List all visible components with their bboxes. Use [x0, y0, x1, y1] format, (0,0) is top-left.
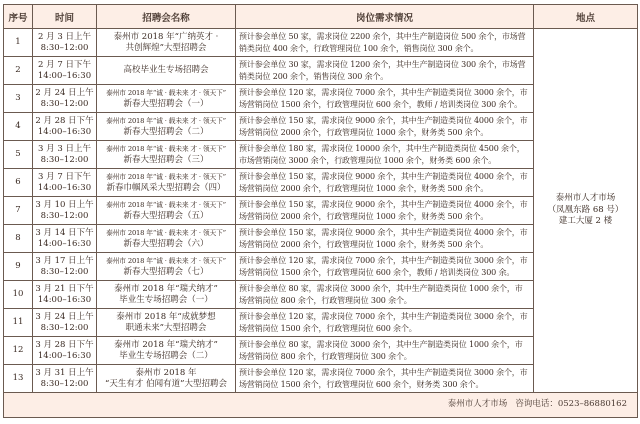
row-number: 7: [4, 197, 33, 225]
footer-row: [4, 393, 638, 418]
row-fair-name: [97, 85, 236, 113]
header-demand: 岗位需求情况: [236, 5, 534, 29]
row-demand: [236, 57, 534, 85]
header-location: 地点: [534, 5, 638, 29]
row-number: 5: [4, 141, 33, 169]
row-demand-line2: 场营销岗位 2000 余个，行政管理岗位 1000 余个，财务类 500 余个。: [239, 183, 489, 193]
row-fair-name: [97, 169, 236, 197]
row-demand-line2: 场营销岗位 800 余个，行政管理岗位 300 余个。: [239, 351, 412, 361]
row-fair-name-line1: 泰州市 2018 年“诚 · 载未来 才 · 领天下”: [106, 144, 226, 153]
row-date: 2 月 28 日下午: [35, 115, 94, 126]
row-demand-line2: 场营销岗位 800 余个，行政管理岗位 300 余个。: [239, 295, 412, 305]
row-demand-line2: 场营销岗位 2000 余个，行政管理岗位 1000 余个，财务类 500 余个。: [239, 211, 489, 221]
row-demand-line2: 场营销岗位 1500 余个，行政管理岗位 600 余个，财务类 300 余个。: [239, 379, 484, 389]
row-demand-line1: 预计参会单位 120 家，需求岗位 7000 余个，其中生产制造类岗位 3000 余个，市: [239, 311, 528, 321]
row-fair-name-line1: 泰州市 2018 年“瑞犬纳才”: [114, 283, 218, 294]
row-number: 4: [4, 113, 33, 141]
row-date: 2 月 24 日上午: [35, 87, 94, 98]
row-fair-name-line2: 新春大型招聘会（六）: [123, 238, 209, 249]
row-hours: 14:00–16:30: [37, 70, 92, 81]
schedule-body: [4, 29, 638, 393]
header-no: 序号: [4, 5, 33, 29]
row-fair-name: [97, 57, 236, 85]
row-hours: 8:30–12:00: [40, 98, 89, 109]
row-date: 3 月 10 日上午: [35, 199, 94, 210]
table-row: [4, 29, 638, 57]
row-fair-name-line1: 泰州市 2018 年“诚 · 载未来 才 · 领天下”: [106, 228, 226, 237]
row-number: 9: [4, 253, 33, 281]
row-hours: 8:30–12:00: [40, 266, 89, 277]
row-number: 12: [4, 337, 33, 365]
row-fair-name: [97, 281, 236, 309]
header-name: 招聘会名称: [97, 5, 236, 29]
row-fair-name-line1: 泰州市 2018 年“诚 · 载未来 才 · 领天下”: [106, 200, 226, 209]
row-fair-name-line2: 共创辉煌”大型招聘会: [125, 42, 207, 53]
row-fair-name: [97, 141, 236, 169]
row-time: [33, 57, 97, 85]
row-fair-name-line1: 泰州市 2018 年“瑞犬纳才”: [114, 339, 218, 350]
row-hours: 8:30–12:00: [40, 210, 89, 221]
location-line2: （凤凰东路 68 号）: [547, 204, 624, 215]
row-fair-name-line1: 泰州市 2018 年“诚 · 载未来 才 · 领天下”: [106, 88, 226, 97]
row-demand: [236, 365, 534, 393]
header-time: 时间: [33, 5, 97, 29]
row-time: [33, 85, 97, 113]
row-hours: 14:00–16:30: [37, 238, 92, 249]
row-demand: [236, 281, 534, 309]
row-demand: [236, 141, 534, 169]
row-date: 3 月 21 日下午: [35, 283, 94, 294]
row-fair-name-line2: 新春大型招聘会（二）: [123, 126, 209, 137]
row-fair-name-line2: 新春大型招聘会（七）: [123, 266, 209, 277]
row-time: [33, 197, 97, 225]
row-hours: 8:30–12:00: [40, 322, 89, 333]
footer-cell: [4, 393, 638, 418]
row-demand-line2: 销类岗位 400 余个，行政管理岗位 100 余个，销售岗位 300 余个。: [239, 43, 479, 53]
location-cell: [534, 29, 638, 393]
row-hours: 8:30–12:00: [40, 42, 89, 53]
footer-phone: 0523–86880162: [557, 399, 627, 410]
row-demand-line1: 预计参会单位 120 家，需求岗位 7000 余个，其中生产制造类岗位 3000 余个，市: [239, 367, 528, 377]
row-demand: [236, 309, 534, 337]
row-fair-name-line1: 泰州市 2018 年“广纳英才 ·: [113, 31, 219, 42]
row-demand-line1: 预计参会单位 150 家，需求岗位 9000 余个，其中生产制造类岗位 4000 余个，市: [239, 199, 528, 209]
row-time: [33, 309, 97, 337]
row-demand: [236, 169, 534, 197]
row-demand-line2: 场营销岗位 2000 余个，行政管理岗位 1000 余个，财务类 500 余个。: [239, 239, 489, 249]
row-demand: [236, 29, 534, 57]
row-demand-line1: 预计参会单位 120 家，需求岗位 7000 余个，其中生产制造类岗位 3000 余个，市: [239, 87, 528, 97]
row-date: 3 月 3 日上午: [38, 143, 91, 154]
row-demand-line1: 预计参会单位 30 家，需求岗位 1200 余个，其中生产制造岗位 300 余个，市场营: [239, 59, 526, 69]
row-demand-line2: 场营销岗位 2000 余个，行政管理岗位 1000 余个，财务类 500 余个。: [239, 127, 489, 137]
row-fair-name-line1: 泰州市 2018 年“诚 · 载未来 才 · 领天下”: [106, 116, 226, 125]
row-date: 3 月 17 日上午: [35, 255, 94, 266]
row-fair-name: [97, 337, 236, 365]
row-demand-line1: 预计参会单位 80 家，需求岗位 3000 余个，其中生产制造类岗位 1000 余个，市: [239, 339, 523, 349]
row-time: [33, 365, 97, 393]
row-number: 8: [4, 225, 33, 253]
row-demand-line1: 预计参会单位 150 家，需求岗位 9000 余个，其中生产制造类岗位 4000 余个，市: [239, 171, 528, 181]
row-fair-name-line1: 泰州市 2018 年“诚 · 载未来 才 · 领天下”: [106, 172, 226, 181]
job-fair-schedule: [3, 4, 637, 418]
row-fair-name: [97, 113, 236, 141]
row-fair-name: [97, 309, 236, 337]
row-fair-name-line1: 泰州市 2018 年“成就梦想: [116, 311, 216, 322]
row-demand-line2: 销类岗位 200 余个，销售岗位 300 余个。: [239, 71, 389, 81]
row-number: 13: [4, 365, 33, 393]
schedule-table: [3, 4, 638, 418]
row-hours: 8:30–12:00: [40, 378, 89, 389]
row-number: 1: [4, 29, 33, 57]
row-demand: [236, 113, 534, 141]
row-date: 3 月 14 日下午: [35, 227, 94, 238]
row-demand-line2: 场营销岗位 1500 余个，行政管理岗位 600 余个，教师 / 培训类岗位 300 余个。: [239, 99, 523, 109]
row-fair-name: [97, 197, 236, 225]
row-fair-name-line2: 新春大型招聘会（三）: [123, 154, 209, 165]
row-demand-line1: 预计参会单位 150 家，需求岗位 9000 余个，其中生产制造类岗位 4000 余个，市: [239, 115, 528, 125]
row-fair-name-line2: 新春大型招聘会（一）: [123, 98, 209, 109]
row-demand-line2: 市场营销岗位 3000 余个，行政管理岗位 1000 余个，财务类 600 余个。: [239, 155, 497, 165]
row-demand-line1: 预计参会单位 80 家，需求岗位 3000 余个，其中生产制造类岗位 1000 余个，市: [239, 283, 523, 293]
row-hours: 14:00–16:30: [37, 294, 92, 305]
row-date: 3 月 24 日上午: [35, 311, 94, 322]
row-demand-line1: 预计参会单位 50 家，需求岗位 2200 余个，其中生产制造岗位 500 余个，市场营: [239, 31, 526, 41]
row-fair-name-line1: 泰州市 2018 年: [135, 367, 197, 378]
footer-org: 泰州市人才市场: [447, 399, 508, 410]
row-time: [33, 169, 97, 197]
row-time: [33, 141, 97, 169]
row-number: 3: [4, 85, 33, 113]
location-line1: 泰州市人才市场: [555, 193, 616, 204]
row-demand-line2: 场营销岗位 1500 余个，行政管理岗位 600 余个。: [239, 323, 417, 333]
row-fair-name-line2: 新春大型招聘会（五）: [123, 210, 209, 221]
row-fair-name-line2: 毕业生专场招聘会（一）: [119, 294, 213, 305]
row-fair-name-line1: 泰州市 2018 年“诚 · 载未来 才 · 领天下”: [106, 256, 226, 265]
row-time: [33, 253, 97, 281]
row-fair-name-line2: 毕业生专场招聘会（二）: [119, 350, 213, 361]
row-date: 2 月 7 日下午: [38, 59, 91, 70]
row-demand: [236, 225, 534, 253]
row-time: [33, 225, 97, 253]
row-fair-name: [97, 253, 236, 281]
row-fair-name: [97, 225, 236, 253]
row-fair-name-line2: 职通未来”大型招聘会: [125, 322, 207, 333]
row-fair-name-line1: 高校毕业生专场招聘会: [123, 65, 209, 75]
row-fair-name: [97, 29, 236, 57]
row-demand: [236, 253, 534, 281]
row-date: 3 月 7 日下午: [38, 171, 91, 182]
row-time: [33, 113, 97, 141]
row-fair-name: [97, 365, 236, 393]
row-demand: [236, 197, 534, 225]
row-number: 11: [4, 309, 33, 337]
footer-phone-label: 咨询电话：: [515, 399, 558, 410]
row-hours: 8:30–12:00: [40, 154, 89, 165]
row-time: [33, 337, 97, 365]
row-fair-name-line2: 新春巾帼风采大型招聘会（四）: [106, 182, 226, 193]
row-fair-name-line2: “天生有才 伯闻有道”大型招聘会: [105, 378, 227, 389]
row-date: 2 月 3 日上午: [38, 31, 91, 42]
header-row: [4, 5, 638, 29]
row-time: [33, 29, 97, 57]
row-demand: [236, 337, 534, 365]
row-demand-line2: 场营销岗位 1500 余个，行政管理岗位 600 余个，教师 / 培训类岗位 300 余。: [239, 267, 515, 277]
row-hours: 14:00–16:30: [37, 126, 92, 137]
row-hours: 14:00–16:30: [37, 350, 92, 361]
row-demand-line1: 预计参会单位 150 家，需求岗位 9000 余个，其中生产制造类岗位 4000 余个，市: [239, 227, 528, 237]
row-time: [33, 281, 97, 309]
row-hours: 14:00–16:30: [37, 182, 92, 193]
row-number: 6: [4, 169, 33, 197]
location-line3: 建工大厦 2 楼: [558, 216, 613, 227]
row-date: 3 月 28 日下午: [35, 339, 94, 350]
row-demand-line1: 预计参会单位 120 家，需求岗位 7000 余个，其中生产制造类岗位 3000 余个，市: [239, 255, 528, 265]
row-date: 3 月 31 日上午: [35, 367, 94, 378]
row-number: 10: [4, 281, 33, 309]
row-demand-line1: 预计参会单位 180 家，需求岗位 10000 余个，其中生产制造类岗位 4500 余个，: [239, 143, 525, 153]
row-number: 2: [4, 57, 33, 85]
row-demand: [236, 85, 534, 113]
